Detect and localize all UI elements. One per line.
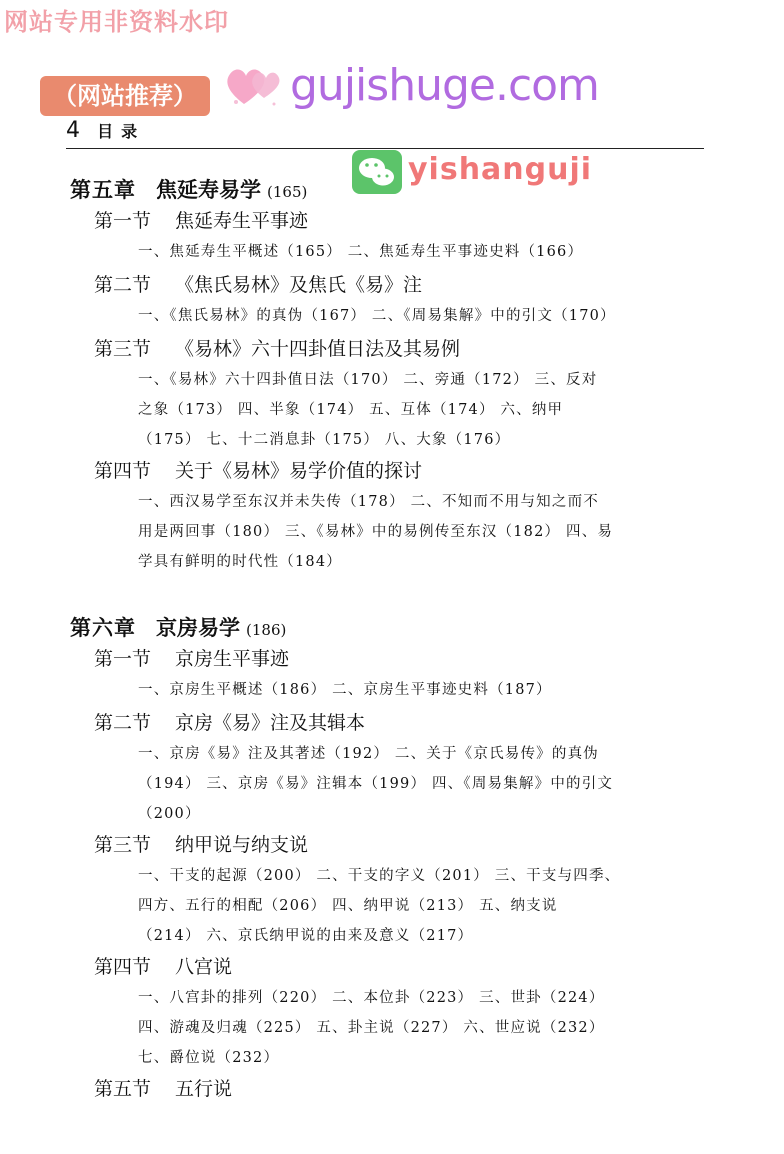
section-title: 京房生平事迹 <box>175 648 290 670</box>
section-heading <box>94 644 289 671</box>
section-number: 第一节 <box>94 210 152 232</box>
toc-entry: 一、《焦氏易林》的真伪（167） 二、《周易集解》中的引文（170） <box>138 308 616 324</box>
section-heading <box>94 456 422 483</box>
section-number: 第三节 <box>94 834 152 856</box>
toc-entry: 一、《易林》六十四卦值日法（170） 二、旁通（172） 三、反对 <box>138 372 598 388</box>
chapter-heading <box>70 174 307 204</box>
toc-entry: 七、爵位说（232） <box>138 1050 280 1066</box>
toc-entry: 一、干支的起源（200） 二、干支的字义（201） 三、干支与四季、 <box>138 868 621 884</box>
section-number: 第四节 <box>94 956 152 978</box>
section-title: 焦延寿生平事迹 <box>175 210 309 232</box>
toc-entry: 之象（173） 四、半象（174） 五、互体（174） 六、纳甲 <box>138 402 564 418</box>
chapter-title: 焦延寿易学 <box>156 178 261 202</box>
chapter-number: 第五章 <box>70 178 136 202</box>
section-title: 《易林》六十四卦值日法及其易例 <box>175 338 461 360</box>
section-title: 八宫说 <box>175 956 233 978</box>
section-heading <box>94 1074 232 1101</box>
toc-entry: （200） <box>138 806 201 822</box>
toc-entry: 一、西汉易学至东汉并未失传（178） 二、不知而不用与知之而不 <box>138 494 599 510</box>
running-header <box>66 118 145 143</box>
section-number: 第三节 <box>94 338 152 360</box>
toc-entry: 一、京房《易》注及其著述（192） 二、关于《京氏易传》的真伪 <box>138 746 599 762</box>
chapter-number: 第六章 <box>70 616 136 640</box>
toc-entry: 四、游魂及归魂（225） 五、卦主说（227） 六、世应说（232） <box>138 1020 605 1036</box>
section-title: 京房《易》注及其辑本 <box>175 712 366 734</box>
chapter-heading <box>70 612 286 642</box>
page-number: 4 <box>66 118 80 143</box>
toc-entry: 学具有鲜明的时代性（184） <box>138 554 342 570</box>
header-title: 目录 <box>97 122 146 141</box>
toc-entry: （194） 三、京房《易》注辑本（199） 四、《周易集解》中的引文 <box>138 776 614 792</box>
watermark-text: 网站专用非资料水印 <box>4 8 229 36</box>
site-badge: （网站推荐） <box>40 76 210 116</box>
section-number: 第五节 <box>94 1078 152 1100</box>
toc-entry: 用是两回事（180） 三、《易林》中的易例传至东汉（182） 四、易 <box>138 524 614 540</box>
chapter-title: 京房易学 <box>156 616 240 640</box>
toc-entry: 一、焦延寿生平概述（165） 二、焦延寿生平事迹史料（166） <box>138 244 584 260</box>
section-heading <box>94 206 308 233</box>
toc-entry: 一、八宫卦的排列（220） 二、本位卦（223） 三、世卦（224） <box>138 990 605 1006</box>
chapter-page: (186) <box>246 621 287 639</box>
chapter-page: (165) <box>267 183 308 201</box>
section-title: 五行说 <box>175 1078 233 1100</box>
wechat-watermark: yishanguji <box>408 152 593 187</box>
section-heading <box>94 270 422 297</box>
toc-entry: （214） 六、京氏纳甲说的由来及意义（217） <box>138 928 474 944</box>
section-number: 第二节 <box>94 712 152 734</box>
section-number: 第二节 <box>94 274 152 296</box>
toc-entry: 一、京房生平概述（186） 二、京房生平事迹史料（187） <box>138 682 552 698</box>
section-title: 纳甲说与纳支说 <box>175 834 309 856</box>
header-rule <box>66 148 704 149</box>
wechat-icon <box>352 150 402 194</box>
section-number: 第一节 <box>94 648 152 670</box>
section-title: 《焦氏易林》及焦氏《易》注 <box>175 274 423 296</box>
section-number: 第四节 <box>94 460 152 482</box>
section-heading <box>94 830 308 857</box>
section-title: 关于《易林》易学价值的探讨 <box>175 460 423 482</box>
hearts-icon <box>222 58 286 114</box>
section-heading <box>94 334 460 361</box>
section-heading <box>94 952 232 979</box>
site-watermark: gujishuge.com <box>290 60 599 111</box>
toc-entry: （175） 七、十二消息卦（175） 八、大象（176） <box>138 432 511 448</box>
toc-entry: 四方、五行的相配（206） 四、纳甲说（213） 五、纳支说 <box>138 898 558 914</box>
section-heading <box>94 708 365 735</box>
